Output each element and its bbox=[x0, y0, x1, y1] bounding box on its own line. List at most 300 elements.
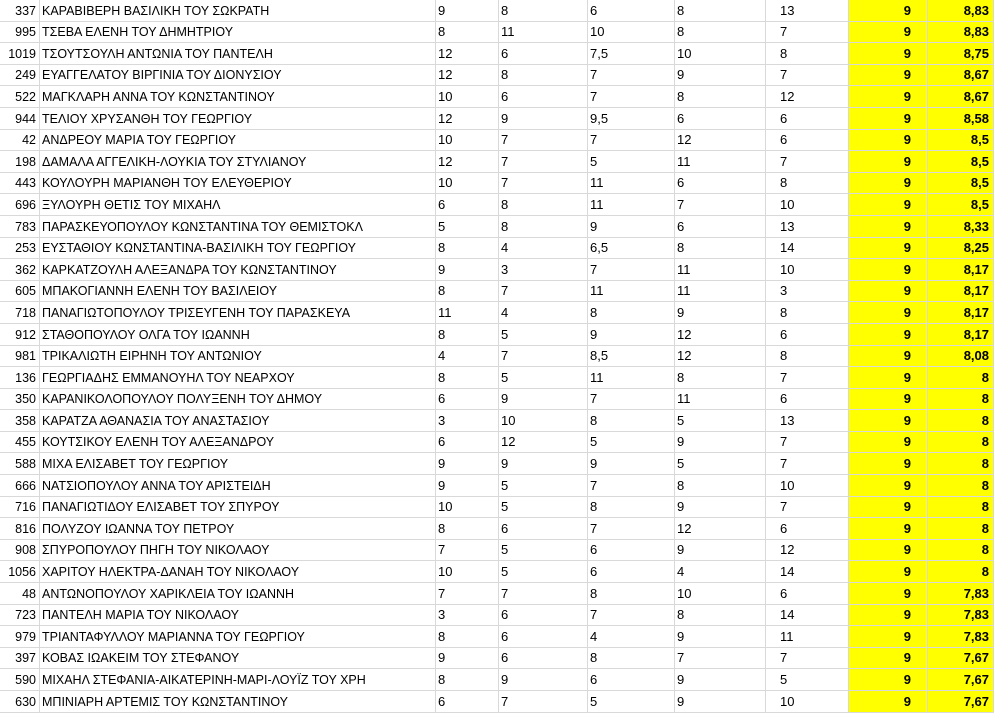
grade-2-cell[interactable]: 6 bbox=[499, 604, 588, 626]
student-name-cell[interactable]: ΚΑΡΚΑΤΖΟΥΛΗ ΑΛΕΞΑΝΔΡΑ ΤΟΥ ΚΩΝΣΤΑΝΤΙΝΟΥ bbox=[40, 259, 436, 281]
grade-4-cell[interactable]: 9 bbox=[675, 626, 766, 648]
student-name-cell[interactable]: ΚΟΥΤΣΙΚΟΥ ΕΛΕΝΗ ΤΟΥ ΑΛΕΞΑΝΔΡΟΥ bbox=[40, 431, 436, 453]
grade-4-cell[interactable]: 5 bbox=[675, 410, 766, 432]
student-name-cell[interactable]: ΠΑΡΑΣΚΕΥΟΠΟΥΛΟΥ ΚΩΝΣΤΑΝΤΙΝΑ ΤΟΥ ΘΕΜΙΣΤΟΚΛ bbox=[40, 215, 436, 237]
grade-1-cell[interactable]: 3 bbox=[436, 410, 499, 432]
row-id-cell[interactable]: 42 bbox=[0, 129, 40, 151]
student-name-cell[interactable]: ΤΣΟΥΤΣΟΥΛΗ ΑΝΤΩΝΙΑ ΤΟΥ ΠΑΝΤΕΛΗ bbox=[40, 43, 436, 65]
grade-2-cell[interactable]: 5 bbox=[499, 367, 588, 389]
grade-1-cell[interactable]: 10 bbox=[436, 496, 499, 518]
grade-3-cell[interactable]: 6 bbox=[588, 0, 675, 21]
grade-5-cell[interactable]: 7 bbox=[766, 453, 849, 475]
grade-3-cell[interactable]: 5 bbox=[588, 431, 675, 453]
average-cell[interactable]: 8,67 bbox=[928, 86, 994, 108]
grade-4-cell[interactable]: 8 bbox=[675, 367, 766, 389]
grade-2-cell[interactable]: 5 bbox=[499, 496, 588, 518]
grade-5-cell[interactable]: 7 bbox=[766, 496, 849, 518]
table-row bbox=[0, 410, 994, 432]
grade-1-cell[interactable]: 3 bbox=[436, 604, 499, 626]
average-cell[interactable]: 8,75 bbox=[928, 43, 994, 65]
grade-4-cell[interactable]: 11 bbox=[675, 259, 766, 281]
grade-1-cell[interactable]: 8 bbox=[436, 518, 499, 540]
grade-1-cell[interactable]: 8 bbox=[436, 280, 499, 302]
student-name-cell[interactable]: ΤΕΛΙΟΥ ΧΡΥΣΑΝΘΗ ΤΟΥ ΓΕΩΡΓΙΟΥ bbox=[40, 107, 436, 129]
grade-3-cell[interactable]: 10 bbox=[588, 21, 675, 43]
student-name-cell[interactable]: ΝΑΤΣΙΟΠΟΥΛΟΥ ΑΝΝΑ ΤΟΥ ΑΡΙΣΤΕΙΔΗ bbox=[40, 475, 436, 497]
average-cell[interactable]: 8 bbox=[928, 431, 994, 453]
grade-4-cell[interactable]: 8 bbox=[675, 237, 766, 259]
grade-4-cell[interactable]: 9 bbox=[675, 302, 766, 324]
row-id-cell[interactable]: 908 bbox=[0, 539, 40, 561]
row-id-cell[interactable]: 666 bbox=[0, 475, 40, 497]
grade-1-cell[interactable]: 7 bbox=[436, 539, 499, 561]
grade-6-cell[interactable]: 9 bbox=[849, 518, 928, 540]
grade-5-cell[interactable]: 7 bbox=[766, 367, 849, 389]
row-id-cell[interactable]: 337 bbox=[0, 0, 40, 21]
grade-5-cell[interactable]: 5 bbox=[766, 669, 849, 691]
grade-2-cell[interactable]: 9 bbox=[499, 107, 588, 129]
average-cell[interactable]: 8,17 bbox=[928, 302, 994, 324]
grade-3-cell[interactable]: 4 bbox=[588, 626, 675, 648]
average-cell[interactable]: 7,67 bbox=[928, 669, 994, 691]
grade-6-cell[interactable]: 9 bbox=[849, 669, 928, 691]
average-cell[interactable]: 8 bbox=[928, 453, 994, 475]
grade-4-cell[interactable]: 6 bbox=[675, 215, 766, 237]
grade-3-cell[interactable]: 7 bbox=[588, 475, 675, 497]
grade-2-cell[interactable]: 9 bbox=[499, 388, 588, 410]
row-id-cell[interactable]: 979 bbox=[0, 626, 40, 648]
grade-3-cell[interactable]: 5 bbox=[588, 691, 675, 713]
student-name-cell[interactable]: ΓΕΩΡΓΙΑΔΗΣ ΕΜΜΑΝΟΥΗΛ ΤΟΥ ΝΕΑΡΧΟΥ bbox=[40, 367, 436, 389]
grade-5-cell[interactable]: 14 bbox=[766, 237, 849, 259]
grade-3-cell[interactable]: 8 bbox=[588, 583, 675, 605]
grade-2-cell[interactable]: 8 bbox=[499, 215, 588, 237]
grade-3-cell[interactable]: 6,5 bbox=[588, 237, 675, 259]
student-name-cell[interactable]: ΜΑΓΚΛΑΡΗ ΑΝΝΑ ΤΟΥ ΚΩΝΣΤΑΝΤΙΝΟΥ bbox=[40, 86, 436, 108]
student-name-cell[interactable]: ΑΝΤΩΝΟΠΟΥΛΟΥ ΧΑΡΙΚΛΕΙΑ ΤΟΥ ΙΩΑΝΝΗ bbox=[40, 583, 436, 605]
grade-5-cell[interactable]: 13 bbox=[766, 215, 849, 237]
grade-1-cell[interactable]: 6 bbox=[436, 388, 499, 410]
student-name-cell[interactable]: ΜΠΑΚΟΓΙΑΝΝΗ ΕΛΕΝΗ ΤΟΥ ΒΑΣΙΛΕΙΟΥ bbox=[40, 280, 436, 302]
grade-2-cell[interactable]: 8 bbox=[499, 64, 588, 86]
grade-2-cell[interactable]: 7 bbox=[499, 583, 588, 605]
grade-2-cell[interactable]: 8 bbox=[499, 194, 588, 216]
grade-5-cell[interactable]: 7 bbox=[766, 21, 849, 43]
average-cell[interactable]: 8,5 bbox=[928, 172, 994, 194]
average-cell[interactable]: 7,83 bbox=[928, 604, 994, 626]
grade-5-cell[interactable]: 6 bbox=[766, 107, 849, 129]
grade-3-cell[interactable]: 7 bbox=[588, 129, 675, 151]
row-id-cell[interactable]: 253 bbox=[0, 237, 40, 259]
grade-5-cell[interactable]: 12 bbox=[766, 539, 849, 561]
grade-1-cell[interactable]: 10 bbox=[436, 172, 499, 194]
row-id-cell[interactable]: 522 bbox=[0, 86, 40, 108]
row-id-cell[interactable]: 455 bbox=[0, 431, 40, 453]
average-cell[interactable]: 7,67 bbox=[928, 647, 994, 669]
student-name-cell[interactable]: ΚΟΥΛΟΥΡΗ ΜΑΡΙΑΝΘΗ ΤΟΥ ΕΛΕΥΘΕΡΙΟΥ bbox=[40, 172, 436, 194]
table-row bbox=[0, 0, 994, 21]
grade-4-cell[interactable]: 4 bbox=[675, 561, 766, 583]
average-cell[interactable]: 8,08 bbox=[928, 345, 994, 367]
row-id-cell[interactable]: 588 bbox=[0, 453, 40, 475]
average-cell[interactable]: 8,17 bbox=[928, 259, 994, 281]
grade-6-cell[interactable]: 9 bbox=[849, 604, 928, 626]
grade-4-cell[interactable]: 8 bbox=[675, 86, 766, 108]
grade-6-cell[interactable]: 9 bbox=[849, 388, 928, 410]
average-cell[interactable]: 8,17 bbox=[928, 280, 994, 302]
grade-5-cell[interactable]: 6 bbox=[766, 388, 849, 410]
grade-6-cell[interactable]: 9 bbox=[849, 280, 928, 302]
grade-2-cell[interactable]: 6 bbox=[499, 626, 588, 648]
student-name-cell[interactable]: ΠΑΝΑΓΙΩΤΟΠΟΥΛΟΥ ΤΡΙΣΕΥΓΕΝΗ ΤΟΥ ΠΑΡΑΣΚΕΥΑ bbox=[40, 302, 436, 324]
grade-1-cell[interactable]: 8 bbox=[436, 669, 499, 691]
grade-2-cell[interactable]: 6 bbox=[499, 518, 588, 540]
grade-2-cell[interactable]: 4 bbox=[499, 302, 588, 324]
grade-1-cell[interactable]: 11 bbox=[436, 302, 499, 324]
student-name-cell[interactable]: ΣΤΑΘΟΠΟΥΛΟΥ ΟΛΓΑ ΤΟΥ ΙΩΑΝΝΗ bbox=[40, 323, 436, 345]
grade-3-cell[interactable]: 8,5 bbox=[588, 345, 675, 367]
student-name-cell[interactable]: ΕΥΑΓΓΕΛΑΤΟΥ ΒΙΡΓΙΝΙΑ ΤΟΥ ΔΙΟΝΥΣΙΟΥ bbox=[40, 64, 436, 86]
grade-6-cell[interactable]: 9 bbox=[849, 172, 928, 194]
grade-1-cell[interactable]: 8 bbox=[436, 626, 499, 648]
average-cell[interactable]: 8,5 bbox=[928, 151, 994, 173]
grade-4-cell[interactable]: 6 bbox=[675, 107, 766, 129]
grade-1-cell[interactable]: 8 bbox=[436, 367, 499, 389]
row-id-cell[interactable]: 816 bbox=[0, 518, 40, 540]
grade-6-cell[interactable]: 9 bbox=[849, 323, 928, 345]
average-cell[interactable]: 8,33 bbox=[928, 215, 994, 237]
grade-6-cell[interactable]: 9 bbox=[849, 475, 928, 497]
grade-2-cell[interactable]: 5 bbox=[499, 539, 588, 561]
grade-6-cell[interactable]: 9 bbox=[849, 561, 928, 583]
grade-6-cell[interactable]: 9 bbox=[849, 21, 928, 43]
grade-4-cell[interactable]: 6 bbox=[675, 172, 766, 194]
average-cell[interactable]: 8 bbox=[928, 539, 994, 561]
grade-2-cell[interactable]: 6 bbox=[499, 86, 588, 108]
grade-1-cell[interactable]: 6 bbox=[436, 194, 499, 216]
grade-1-cell[interactable]: 7 bbox=[436, 583, 499, 605]
grade-1-cell[interactable]: 5 bbox=[436, 215, 499, 237]
grade-5-cell[interactable]: 8 bbox=[766, 172, 849, 194]
grade-2-cell[interactable]: 7 bbox=[499, 691, 588, 713]
grade-2-cell[interactable]: 5 bbox=[499, 561, 588, 583]
grade-3-cell[interactable]: 9 bbox=[588, 215, 675, 237]
grade-5-cell[interactable]: 10 bbox=[766, 691, 849, 713]
grade-6-cell[interactable]: 9 bbox=[849, 431, 928, 453]
grade-6-cell[interactable]: 9 bbox=[849, 453, 928, 475]
grade-1-cell[interactable]: 9 bbox=[436, 475, 499, 497]
grade-1-cell[interactable]: 4 bbox=[436, 345, 499, 367]
grade-1-cell[interactable]: 10 bbox=[436, 561, 499, 583]
average-cell[interactable]: 8 bbox=[928, 388, 994, 410]
student-name-cell[interactable]: ΜΙΧΑΗΛ ΣΤΕΦΑΝΙΑ-ΑΙΚΑΤΕΡΙΝΗ-ΜΑΡΙ-ΛΟΥΪΖ ΤΟΥ ΧΡΗ bbox=[40, 669, 436, 691]
grade-2-cell[interactable]: 11 bbox=[499, 21, 588, 43]
average-cell[interactable]: 8,67 bbox=[928, 64, 994, 86]
average-cell[interactable]: 8 bbox=[928, 518, 994, 540]
grade-5-cell[interactable]: 7 bbox=[766, 151, 849, 173]
grade-6-cell[interactable]: 9 bbox=[849, 215, 928, 237]
row-id-cell[interactable]: 783 bbox=[0, 215, 40, 237]
grade-4-cell[interactable]: 8 bbox=[675, 475, 766, 497]
grade-3-cell[interactable]: 9 bbox=[588, 453, 675, 475]
grade-3-cell[interactable]: 11 bbox=[588, 367, 675, 389]
grade-1-cell[interactable]: 12 bbox=[436, 107, 499, 129]
student-name-cell[interactable]: ΤΡΙΚΑΛΙΩΤΗ ΕΙΡΗΝΗ ΤΟΥ ΑΝΤΩΝΙΟΥ bbox=[40, 345, 436, 367]
table-row bbox=[0, 388, 994, 410]
grade-5-cell[interactable]: 8 bbox=[766, 345, 849, 367]
student-name-cell[interactable]: ΤΡΙΑΝΤΑΦΥΛΛΟΥ ΜΑΡΙΑΝΝΑ ΤΟΥ ΓΕΩΡΓΙΟΥ bbox=[40, 626, 436, 648]
grade-4-cell[interactable]: 12 bbox=[675, 345, 766, 367]
grade-2-cell[interactable]: 7 bbox=[499, 151, 588, 173]
student-name-cell[interactable]: ΞΥΛΟΥΡΗ ΘΕΤΙΣ ΤΟΥ ΜΙΧΑΗΛ bbox=[40, 194, 436, 216]
grade-1-cell[interactable]: 9 bbox=[436, 453, 499, 475]
grade-6-cell[interactable]: 9 bbox=[849, 626, 928, 648]
grade-2-cell[interactable]: 6 bbox=[499, 43, 588, 65]
grade-3-cell[interactable]: 6 bbox=[588, 669, 675, 691]
grade-2-cell[interactable]: 5 bbox=[499, 323, 588, 345]
student-name-cell[interactable]: ΧΑΡΙΤΟΥ ΗΛΕΚΤΡΑ-ΔΑΝΑΗ ΤΟΥ ΝΙΚΟΛΑΟΥ bbox=[40, 561, 436, 583]
row-id-cell[interactable]: 981 bbox=[0, 345, 40, 367]
grade-4-cell[interactable]: 11 bbox=[675, 151, 766, 173]
grade-3-cell[interactable]: 8 bbox=[588, 410, 675, 432]
grade-6-cell[interactable]: 9 bbox=[849, 496, 928, 518]
student-name-cell[interactable]: ΤΣΕΒΑ ΕΛΕΝΗ ΤΟΥ ΔΗΜΗΤΡΙΟΥ bbox=[40, 21, 436, 43]
student-name-cell[interactable]: ΔΑΜΑΛΑ ΑΓΓΕΛΙΚΗ-ΛΟΥΚΙΑ ΤΟΥ ΣΤΥΛΙΑΝΟΥ bbox=[40, 151, 436, 173]
grade-3-cell[interactable]: 9,5 bbox=[588, 107, 675, 129]
row-id-cell[interactable]: 630 bbox=[0, 691, 40, 713]
grade-6-cell[interactable]: 9 bbox=[849, 0, 928, 21]
grade-5-cell[interactable]: 7 bbox=[766, 64, 849, 86]
student-name-cell[interactable]: ΜΠΙΝΙΑΡΗ ΑΡΤΕΜΙΣ ΤΟΥ ΚΩΝΣΤΑΝΤΙΝΟΥ bbox=[40, 691, 436, 713]
grade-3-cell[interactable]: 8 bbox=[588, 647, 675, 669]
grade-1-cell[interactable]: 8 bbox=[436, 21, 499, 43]
average-cell[interactable]: 7,83 bbox=[928, 626, 994, 648]
row-id-cell[interactable]: 944 bbox=[0, 107, 40, 129]
student-name-cell[interactable]: ΑΝΔΡΕΟΥ ΜΑΡΙΑ ΤΟΥ ΓΕΩΡΓΙΟΥ bbox=[40, 129, 436, 151]
row-id-cell[interactable]: 716 bbox=[0, 496, 40, 518]
grade-5-cell[interactable]: 6 bbox=[766, 518, 849, 540]
grade-2-cell[interactable]: 7 bbox=[499, 345, 588, 367]
grade-4-cell[interactable]: 8 bbox=[675, 21, 766, 43]
average-cell[interactable]: 8,5 bbox=[928, 129, 994, 151]
grade-3-cell[interactable]: 6 bbox=[588, 561, 675, 583]
grade-2-cell[interactable]: 5 bbox=[499, 475, 588, 497]
grade-4-cell[interactable]: 12 bbox=[675, 129, 766, 151]
grade-4-cell[interactable]: 12 bbox=[675, 518, 766, 540]
grade-2-cell[interactable]: 7 bbox=[499, 129, 588, 151]
grade-1-cell[interactable]: 6 bbox=[436, 691, 499, 713]
grade-4-cell[interactable]: 9 bbox=[675, 496, 766, 518]
average-cell[interactable]: 8,83 bbox=[928, 0, 994, 21]
grade-6-cell[interactable]: 9 bbox=[849, 237, 928, 259]
grade-6-cell[interactable]: 9 bbox=[849, 86, 928, 108]
grade-5-cell[interactable]: 6 bbox=[766, 323, 849, 345]
grade-4-cell[interactable]: 9 bbox=[675, 431, 766, 453]
student-name-cell[interactable]: ΚΑΡΑΒΙΒΕΡΗ ΒΑΣΙΛΙΚΗ ΤΟΥ ΣΩΚΡΑΤΗ bbox=[40, 0, 436, 21]
grade-5-cell[interactable]: 3 bbox=[766, 280, 849, 302]
grade-1-cell[interactable]: 9 bbox=[436, 0, 499, 21]
grade-3-cell[interactable]: 11 bbox=[588, 172, 675, 194]
average-cell[interactable]: 8 bbox=[928, 496, 994, 518]
grade-1-cell[interactable]: 8 bbox=[436, 237, 499, 259]
grade-6-cell[interactable]: 9 bbox=[849, 647, 928, 669]
student-name-cell[interactable]: ΕΥΣΤΑΘΙΟΥ ΚΩΝΣΤΑΝΤΙΝΑ-ΒΑΣΙΛΙΚΗ ΤΟΥ ΓΕΩΡΓΙΟΥ bbox=[40, 237, 436, 259]
row-id-cell[interactable]: 912 bbox=[0, 323, 40, 345]
grade-4-cell[interactable]: 7 bbox=[675, 194, 766, 216]
grade-3-cell[interactable]: 8 bbox=[588, 302, 675, 324]
average-cell[interactable]: 8 bbox=[928, 367, 994, 389]
grade-5-cell[interactable]: 13 bbox=[766, 0, 849, 21]
average-cell[interactable]: 8,5 bbox=[928, 194, 994, 216]
grade-1-cell[interactable]: 10 bbox=[436, 129, 499, 151]
grade-3-cell[interactable]: 11 bbox=[588, 194, 675, 216]
grade-1-cell[interactable]: 12 bbox=[436, 151, 499, 173]
student-name-cell[interactable]: ΠΑΝΤΕΛΗ ΜΑΡΙΑ ΤΟΥ ΝΙΚΟΛΑΟΥ bbox=[40, 604, 436, 626]
grade-6-cell[interactable]: 9 bbox=[849, 691, 928, 713]
grade-3-cell[interactable]: 11 bbox=[588, 280, 675, 302]
row-id-cell[interactable]: 1056 bbox=[0, 561, 40, 583]
grade-5-cell[interactable]: 12 bbox=[766, 86, 849, 108]
grade-6-cell[interactable]: 9 bbox=[849, 151, 928, 173]
grade-5-cell[interactable]: 11 bbox=[766, 626, 849, 648]
grade-3-cell[interactable]: 8 bbox=[588, 496, 675, 518]
average-cell[interactable]: 8,17 bbox=[928, 323, 994, 345]
grade-6-cell[interactable]: 9 bbox=[849, 367, 928, 389]
student-name-cell[interactable]: ΚΟΒΑΣ ΙΩΑΚΕΙΜ ΤΟΥ ΣΤΕΦΑΝΟΥ bbox=[40, 647, 436, 669]
row-id-cell[interactable]: 443 bbox=[0, 172, 40, 194]
grade-6-cell[interactable]: 9 bbox=[849, 302, 928, 324]
grade-4-cell[interactable]: 9 bbox=[675, 669, 766, 691]
grade-4-cell[interactable]: 10 bbox=[675, 43, 766, 65]
grade-4-cell[interactable]: 8 bbox=[675, 604, 766, 626]
grade-6-cell[interactable]: 9 bbox=[849, 345, 928, 367]
average-cell[interactable]: 7,67 bbox=[928, 691, 994, 713]
grade-6-cell[interactable]: 9 bbox=[849, 43, 928, 65]
grade-5-cell[interactable]: 6 bbox=[766, 583, 849, 605]
grade-6-cell[interactable]: 9 bbox=[849, 107, 928, 129]
student-name-cell[interactable]: ΣΠΥΡΟΠΟΥΛΟΥ ΠΗΓΗ ΤΟΥ ΝΙΚΟΛΑΟΥ bbox=[40, 539, 436, 561]
grade-5-cell[interactable]: 10 bbox=[766, 475, 849, 497]
average-cell[interactable]: 8,58 bbox=[928, 107, 994, 129]
row-id-cell[interactable]: 249 bbox=[0, 64, 40, 86]
grade-1-cell[interactable]: 9 bbox=[436, 259, 499, 281]
student-name-cell[interactable]: ΠΟΛΥΖΟΥ ΙΩΑΝΝΑ ΤΟΥ ΠΕΤΡΟΥ bbox=[40, 518, 436, 540]
row-id-cell[interactable]: 605 bbox=[0, 280, 40, 302]
grade-5-cell[interactable]: 8 bbox=[766, 302, 849, 324]
grade-3-cell[interactable]: 7 bbox=[588, 259, 675, 281]
grade-4-cell[interactable]: 5 bbox=[675, 453, 766, 475]
grade-3-cell[interactable]: 7 bbox=[588, 604, 675, 626]
row-id-cell[interactable]: 723 bbox=[0, 604, 40, 626]
row-id-cell[interactable]: 590 bbox=[0, 669, 40, 691]
grade-3-cell[interactable]: 7 bbox=[588, 86, 675, 108]
grade-2-cell[interactable]: 8 bbox=[499, 0, 588, 21]
grade-3-cell[interactable]: 7 bbox=[588, 64, 675, 86]
grade-6-cell[interactable]: 9 bbox=[849, 410, 928, 432]
grade-5-cell[interactable]: 10 bbox=[766, 194, 849, 216]
grade-1-cell[interactable]: 12 bbox=[436, 43, 499, 65]
grade-1-cell[interactable]: 9 bbox=[436, 647, 499, 669]
grade-5-cell[interactable]: 14 bbox=[766, 561, 849, 583]
grade-2-cell[interactable]: 3 bbox=[499, 259, 588, 281]
row-id-cell[interactable]: 48 bbox=[0, 583, 40, 605]
average-cell[interactable]: 8,25 bbox=[928, 237, 994, 259]
grade-3-cell[interactable]: 7 bbox=[588, 518, 675, 540]
grade-1-cell[interactable]: 12 bbox=[436, 64, 499, 86]
grade-1-cell[interactable]: 8 bbox=[436, 323, 499, 345]
grade-2-cell[interactable]: 12 bbox=[499, 431, 588, 453]
grade-2-cell[interactable]: 7 bbox=[499, 172, 588, 194]
grade-2-cell[interactable]: 4 bbox=[499, 237, 588, 259]
grade-2-cell[interactable]: 7 bbox=[499, 280, 588, 302]
row-id-cell[interactable]: 397 bbox=[0, 647, 40, 669]
average-cell[interactable]: 8 bbox=[928, 410, 994, 432]
grade-4-cell[interactable]: 12 bbox=[675, 323, 766, 345]
grade-1-cell[interactable]: 6 bbox=[436, 431, 499, 453]
grade-5-cell[interactable]: 8 bbox=[766, 43, 849, 65]
grade-4-cell[interactable]: 9 bbox=[675, 64, 766, 86]
grade-3-cell[interactable]: 7 bbox=[588, 388, 675, 410]
student-name-cell[interactable]: ΜΙΧΑ ΕΛΙΣΑΒΕΤ ΤΟΥ ΓΕΩΡΓΙΟΥ bbox=[40, 453, 436, 475]
grade-3-cell[interactable]: 6 bbox=[588, 539, 675, 561]
grade-6-cell[interactable]: 9 bbox=[849, 539, 928, 561]
grade-4-cell[interactable]: 9 bbox=[675, 691, 766, 713]
grade-5-cell[interactable]: 10 bbox=[766, 259, 849, 281]
grade-4-cell[interactable]: 11 bbox=[675, 388, 766, 410]
average-cell[interactable]: 8 bbox=[928, 561, 994, 583]
grade-4-cell[interactable]: 7 bbox=[675, 647, 766, 669]
grade-3-cell[interactable]: 5 bbox=[588, 151, 675, 173]
row-id-cell[interactable]: 136 bbox=[0, 367, 40, 389]
average-cell[interactable]: 8 bbox=[928, 475, 994, 497]
grade-4-cell[interactable]: 8 bbox=[675, 0, 766, 21]
row-id-cell[interactable]: 362 bbox=[0, 259, 40, 281]
row-id-cell[interactable]: 995 bbox=[0, 21, 40, 43]
grade-6-cell[interactable]: 9 bbox=[849, 129, 928, 151]
grade-2-cell[interactable]: 9 bbox=[499, 453, 588, 475]
student-name-cell[interactable]: ΚΑΡΑΤΖΑ ΑΘΑΝΑΣΙΑ ΤΟΥ ΑΝΑΣΤΑΣΙΟΥ bbox=[40, 410, 436, 432]
average-cell[interactable]: 8,83 bbox=[928, 21, 994, 43]
student-name-cell[interactable]: ΠΑΝΑΓΙΩΤΙΔΟΥ ΕΛΙΣΑΒΕΤ ΤΟΥ ΣΠΥΡΟΥ bbox=[40, 496, 436, 518]
grade-5-cell[interactable]: 6 bbox=[766, 129, 849, 151]
row-id-cell[interactable]: 198 bbox=[0, 151, 40, 173]
grade-3-cell[interactable]: 7,5 bbox=[588, 43, 675, 65]
grade-4-cell[interactable]: 9 bbox=[675, 539, 766, 561]
grade-6-cell[interactable]: 9 bbox=[849, 583, 928, 605]
grade-5-cell[interactable]: 14 bbox=[766, 604, 849, 626]
student-name-cell[interactable]: ΚΑΡΑΝΙΚΟΛΟΠΟΥΛΟΥ ΠΟΛΥΞΕΝΗ ΤΟΥ ΔΗΜΟΥ bbox=[40, 388, 436, 410]
grade-6-cell[interactable]: 9 bbox=[849, 259, 928, 281]
grade-4-cell[interactable]: 10 bbox=[675, 583, 766, 605]
grade-4-cell[interactable]: 11 bbox=[675, 280, 766, 302]
grade-5-cell[interactable]: 7 bbox=[766, 647, 849, 669]
grade-6-cell[interactable]: 9 bbox=[849, 194, 928, 216]
row-id-cell[interactable]: 718 bbox=[0, 302, 40, 324]
grade-6-cell[interactable]: 9 bbox=[849, 64, 928, 86]
grade-5-cell[interactable]: 13 bbox=[766, 410, 849, 432]
row-id-cell[interactable]: 1019 bbox=[0, 43, 40, 65]
grade-2-cell[interactable]: 9 bbox=[499, 669, 588, 691]
grade-1-cell[interactable]: 10 bbox=[436, 86, 499, 108]
grade-3-cell[interactable]: 9 bbox=[588, 323, 675, 345]
grade-2-cell[interactable]: 6 bbox=[499, 647, 588, 669]
average-cell[interactable]: 7,83 bbox=[928, 583, 994, 605]
grade-2-cell[interactable]: 10 bbox=[499, 410, 588, 432]
row-id-cell[interactable]: 696 bbox=[0, 194, 40, 216]
row-id-cell[interactable]: 350 bbox=[0, 388, 40, 410]
grade-5-cell[interactable]: 7 bbox=[766, 431, 849, 453]
row-id-cell[interactable]: 358 bbox=[0, 410, 40, 432]
